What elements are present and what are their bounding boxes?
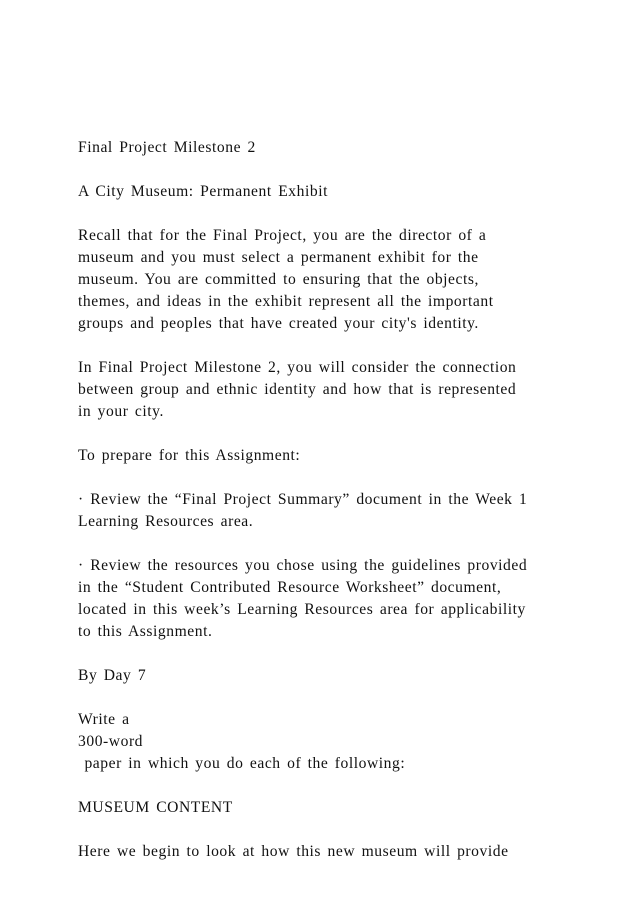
bullet-line: Learning Resources area. bbox=[78, 513, 254, 530]
intro-paragraph bbox=[78, 225, 568, 335]
write-line: paper in which you do each of the following: bbox=[78, 755, 406, 772]
bullet-item bbox=[78, 555, 568, 643]
closing-line: Here we begin to look at how this new museum will provide bbox=[78, 843, 509, 860]
bullet-item bbox=[78, 489, 568, 533]
intro-line: Recall that for the Final Project, you are the director of a bbox=[78, 227, 487, 244]
milestone-line: in your city. bbox=[78, 403, 164, 420]
section-heading: MUSEUM CONTENT bbox=[78, 799, 233, 816]
bullet-line: in the “Student Contributed Resource Worksheet” document, bbox=[78, 579, 502, 596]
write-instructions bbox=[78, 709, 568, 775]
write-line: Write a bbox=[78, 711, 130, 728]
bullet-line: · Review the “Final Project Summary” document in the Week 1 bbox=[78, 491, 528, 508]
due-date: By Day 7 bbox=[78, 667, 147, 684]
document-body bbox=[78, 137, 568, 863]
prepare-heading: To prepare for this Assignment: bbox=[78, 447, 301, 464]
bullet-line: located in this week’s Learning Resources area for applicability bbox=[78, 601, 526, 618]
milestone-line: between group and ethnic identity and how that is represented bbox=[78, 381, 517, 398]
milestone-paragraph bbox=[78, 357, 568, 423]
document-heading: Final Project Milestone 2 bbox=[78, 139, 256, 156]
intro-line: museum and you must select a permanent exhibit for the bbox=[78, 249, 479, 266]
milestone-line: In Final Project Milestone 2, you will consider the connection bbox=[78, 359, 517, 376]
intro-line: museum. You are committed to ensuring that the objects, bbox=[78, 271, 479, 288]
write-line: 300-word bbox=[78, 733, 144, 750]
document-subheading: A City Museum: Permanent Exhibit bbox=[78, 183, 328, 200]
intro-line: themes, and ideas in the exhibit represent all the important bbox=[78, 293, 494, 310]
bullet-line: · Review the resources you chose using the guidelines provided bbox=[78, 557, 528, 574]
intro-line: groups and peoples that have created your city's identity. bbox=[78, 315, 479, 332]
bullet-line: to this Assignment. bbox=[78, 623, 213, 640]
